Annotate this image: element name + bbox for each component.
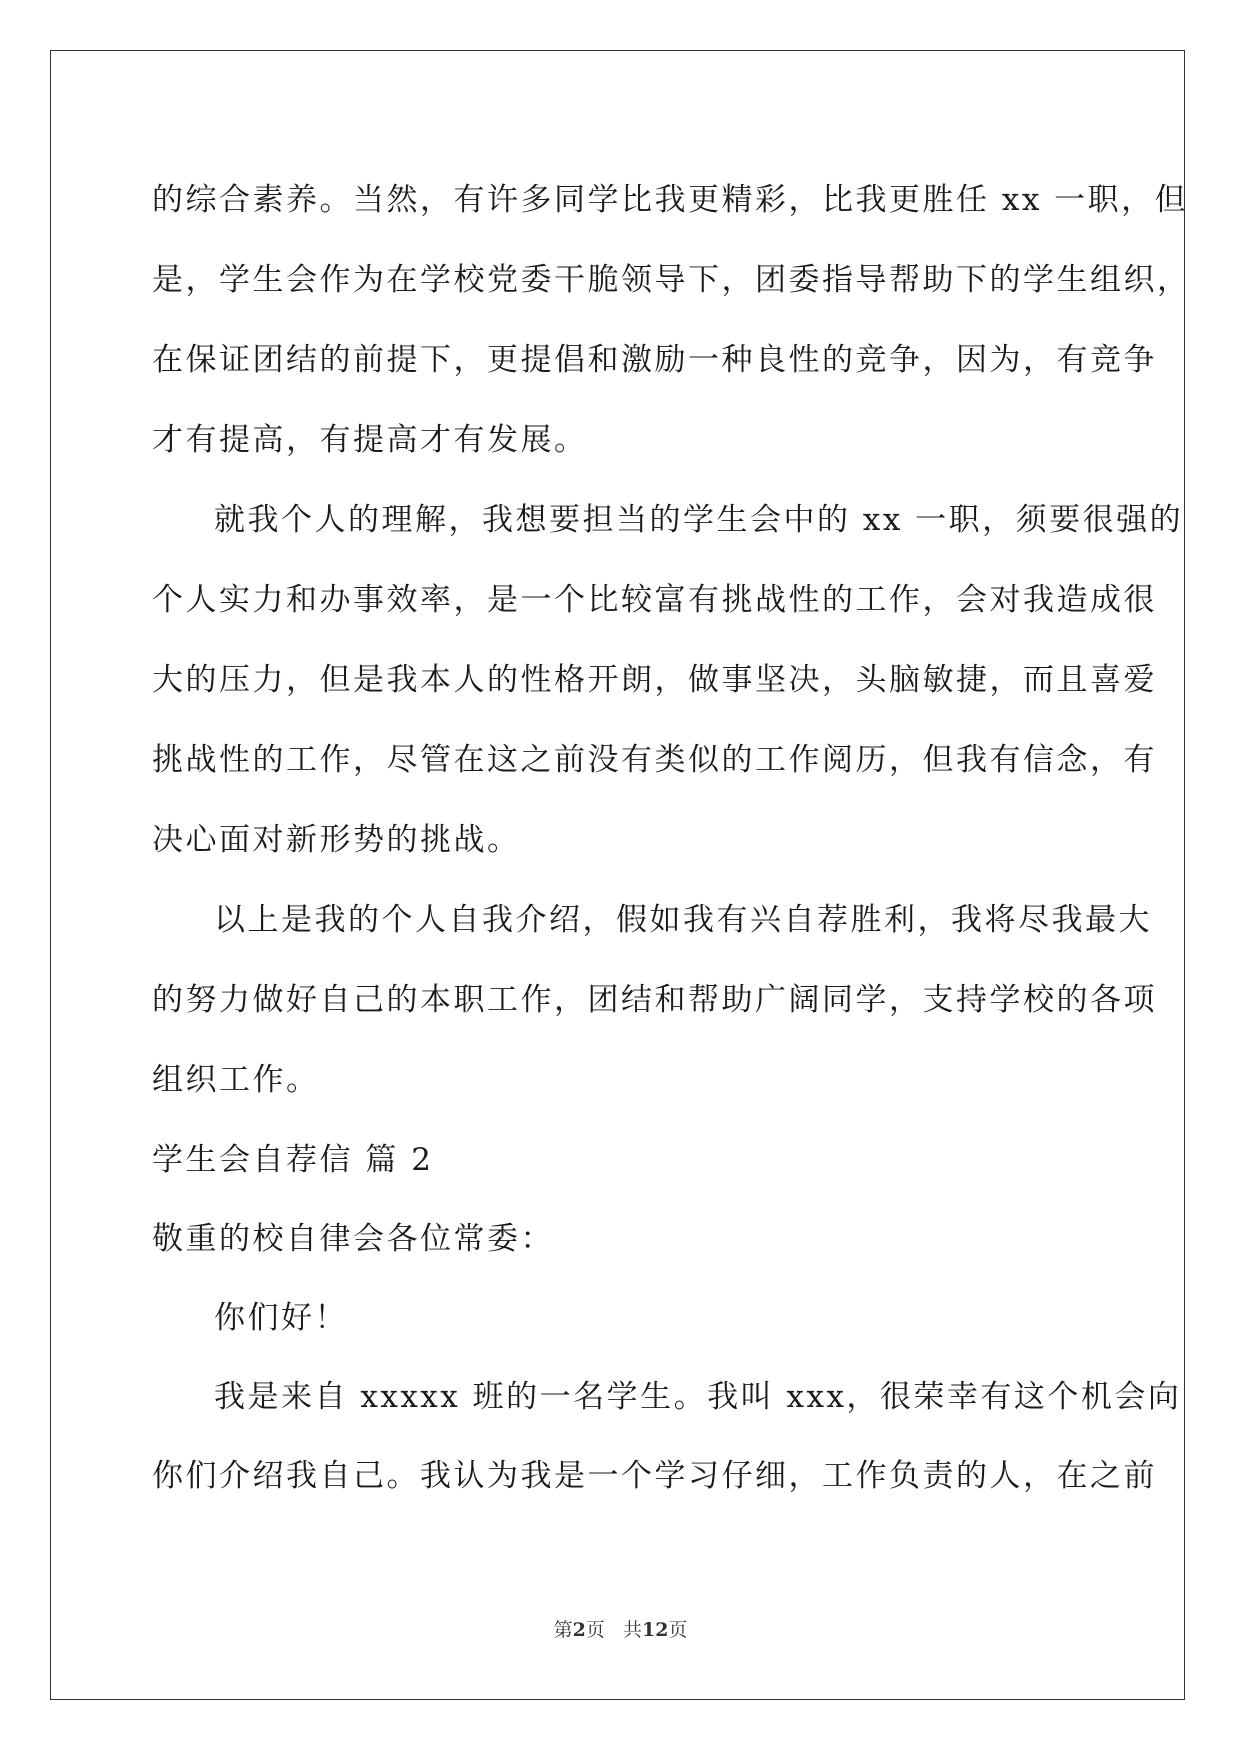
- page-current: 2: [572, 1619, 586, 1641]
- total-label: 页: [668, 1619, 688, 1641]
- section-heading: 学生会自荐信 篇 2: [152, 1142, 434, 1178]
- body-line-9: 决心面对新形势的挑战。: [152, 822, 521, 858]
- salutation: 敬重的校自律会各位常委：: [152, 1221, 554, 1257]
- body-line-1: 的综合素养。当然，有许多同学比我更精彩，比我更胜任 xx 一职，但: [152, 182, 1189, 218]
- body-line-8: 挑战性的工作，尽管在这之前没有类似的工作阅历，但我有信念，有: [152, 742, 1157, 778]
- total-prefix: 共: [622, 1619, 642, 1641]
- body-line-10: 以上是我的个人自我介绍，假如我有兴自荐胜利，我将尽我最大: [214, 902, 1152, 938]
- body-line-11: 的努力做好自己的本职工作，团结和帮助广阔同学，支持学校的各项: [152, 982, 1157, 1018]
- page-label: 页: [585, 1619, 605, 1641]
- page-total: 12: [641, 1619, 669, 1641]
- body-line-4: 才有提高，有提高才有发展。: [152, 422, 588, 458]
- document-body: [152, 160, 1191, 1515]
- body-line-12: 组织工作。: [152, 1062, 320, 1098]
- body-line-17: 你们介绍我自己。我认为我是一个学习仔细，工作负责的人，在之前: [152, 1458, 1157, 1494]
- page-footer: [0, 1618, 1241, 1642]
- body-line-3: 在保证团结的前提下，更提倡和激励一种良性的竞争，因为，有竞争: [152, 342, 1157, 378]
- page-prefix: 第: [553, 1619, 573, 1641]
- body-line-5: 就我个人的理解，我想要担当的学生会中的 xx 一职，须要很强的: [214, 502, 1184, 538]
- body-line-6: 个人实力和办事效率，是一个比较富有挑战性的工作，会对我造成很: [152, 582, 1157, 618]
- body-line-16: 我是来自 xxxxx 班的一名学生。我叫 xxx，很荣幸有这个机会向: [214, 1379, 1182, 1415]
- body-line-2: 是，学生会作为在学校党委干脆领导下，团委指导帮助下的学生组织，: [152, 262, 1191, 298]
- body-line-7: 大的压力，但是我本人的性格开朗，做事坚决，头脑敏捷，而且喜爱: [152, 662, 1157, 698]
- greeting: 你们好！: [214, 1300, 348, 1336]
